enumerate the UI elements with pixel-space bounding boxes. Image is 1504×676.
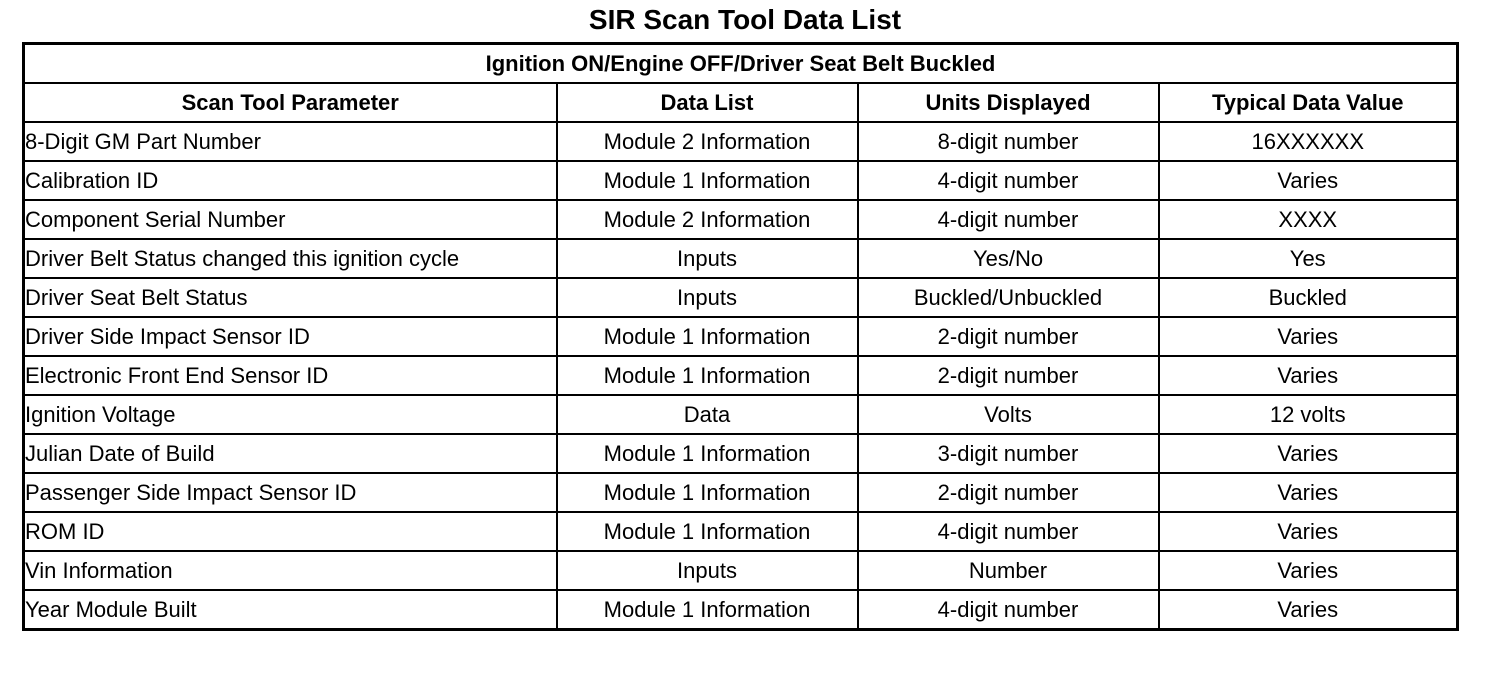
table-row <box>24 473 1458 512</box>
parameter-cell: Electronic Front End Sensor ID <box>24 356 557 395</box>
data-list-cell: Inputs <box>557 551 858 590</box>
parameter-cell: Driver Seat Belt Status <box>24 278 557 317</box>
table-row <box>24 590 1458 630</box>
parameter-cell: Vin Information <box>24 551 557 590</box>
column-header-typical-value: Typical Data Value <box>1159 83 1458 122</box>
table-row <box>24 278 1458 317</box>
typical-value-cell: Varies <box>1159 551 1458 590</box>
parameter-cell: 8-Digit GM Part Number <box>24 122 557 161</box>
data-list-cell: Module 2 Information <box>557 200 858 239</box>
typical-value-cell: XXXX <box>1159 200 1458 239</box>
units-cell: 3-digit number <box>858 434 1159 473</box>
data-list-cell: Module 1 Information <box>557 473 858 512</box>
typical-value-cell: Buckled <box>1159 278 1458 317</box>
column-header-row <box>24 83 1458 122</box>
condition-header: Ignition ON/Engine OFF/Driver Seat Belt Buckled <box>24 44 1458 84</box>
data-list-cell: Module 2 Information <box>557 122 858 161</box>
typical-value-cell: Varies <box>1159 356 1458 395</box>
units-cell: Buckled/Unbuckled <box>858 278 1159 317</box>
parameter-cell: Driver Side Impact Sensor ID <box>24 317 557 356</box>
scan-tool-data-table <box>22 42 1459 631</box>
units-cell: 4-digit number <box>858 512 1159 551</box>
column-header-data-list: Data List <box>557 83 858 122</box>
column-header-units: Units Displayed <box>858 83 1159 122</box>
table-row <box>24 512 1458 551</box>
typical-value-cell: Varies <box>1159 590 1458 630</box>
data-list-cell: Inputs <box>557 278 858 317</box>
table-row <box>24 317 1458 356</box>
parameter-cell: Component Serial Number <box>24 200 557 239</box>
parameter-cell: Passenger Side Impact Sensor ID <box>24 473 557 512</box>
units-cell: Number <box>858 551 1159 590</box>
condition-row <box>24 44 1458 84</box>
data-list-cell: Data <box>557 395 858 434</box>
table-row <box>24 239 1458 278</box>
data-list-cell: Module 1 Information <box>557 512 858 551</box>
units-cell: 2-digit number <box>858 356 1159 395</box>
table-row <box>24 122 1458 161</box>
data-list-cell: Module 1 Information <box>557 317 858 356</box>
parameter-cell: Calibration ID <box>24 161 557 200</box>
units-cell: 2-digit number <box>858 317 1159 356</box>
typical-value-cell: Varies <box>1159 434 1458 473</box>
typical-value-cell: Varies <box>1159 473 1458 512</box>
table-row <box>24 200 1458 239</box>
data-list-cell: Inputs <box>557 239 858 278</box>
data-list-cell: Module 1 Information <box>557 356 858 395</box>
column-header-parameter: Scan Tool Parameter <box>24 83 557 122</box>
page-title: SIR Scan Tool Data List <box>588 4 902 35</box>
typical-value-cell: 12 volts <box>1159 395 1458 434</box>
parameter-cell: ROM ID <box>24 512 557 551</box>
table-row <box>24 356 1458 395</box>
units-cell: 2-digit number <box>858 473 1159 512</box>
units-cell: Yes/No <box>858 239 1159 278</box>
data-list-cell: Module 1 Information <box>557 161 858 200</box>
table-row <box>24 395 1458 434</box>
typical-value-cell: Varies <box>1159 317 1458 356</box>
units-cell: 4-digit number <box>858 200 1159 239</box>
typical-value-cell: Varies <box>1159 512 1458 551</box>
table-row <box>24 434 1458 473</box>
data-list-cell: Module 1 Information <box>557 590 858 630</box>
parameter-cell: Julian Date of Build <box>24 434 557 473</box>
parameter-cell: Ignition Voltage <box>24 395 557 434</box>
table-body <box>24 122 1458 630</box>
table-row <box>24 551 1458 590</box>
parameter-cell: Year Module Built <box>24 590 557 630</box>
units-cell: Volts <box>858 395 1159 434</box>
typical-value-cell: Varies <box>1159 161 1458 200</box>
units-cell: 8-digit number <box>858 122 1159 161</box>
table-row <box>24 161 1458 200</box>
parameter-cell: Driver Belt Status changed this ignition cycle <box>24 239 557 278</box>
data-list-cell: Module 1 Information <box>557 434 858 473</box>
units-cell: 4-digit number <box>858 161 1159 200</box>
typical-value-cell: Yes <box>1159 239 1458 278</box>
typical-value-cell: 16XXXXXX <box>1159 122 1458 161</box>
units-cell: 4-digit number <box>858 590 1159 630</box>
